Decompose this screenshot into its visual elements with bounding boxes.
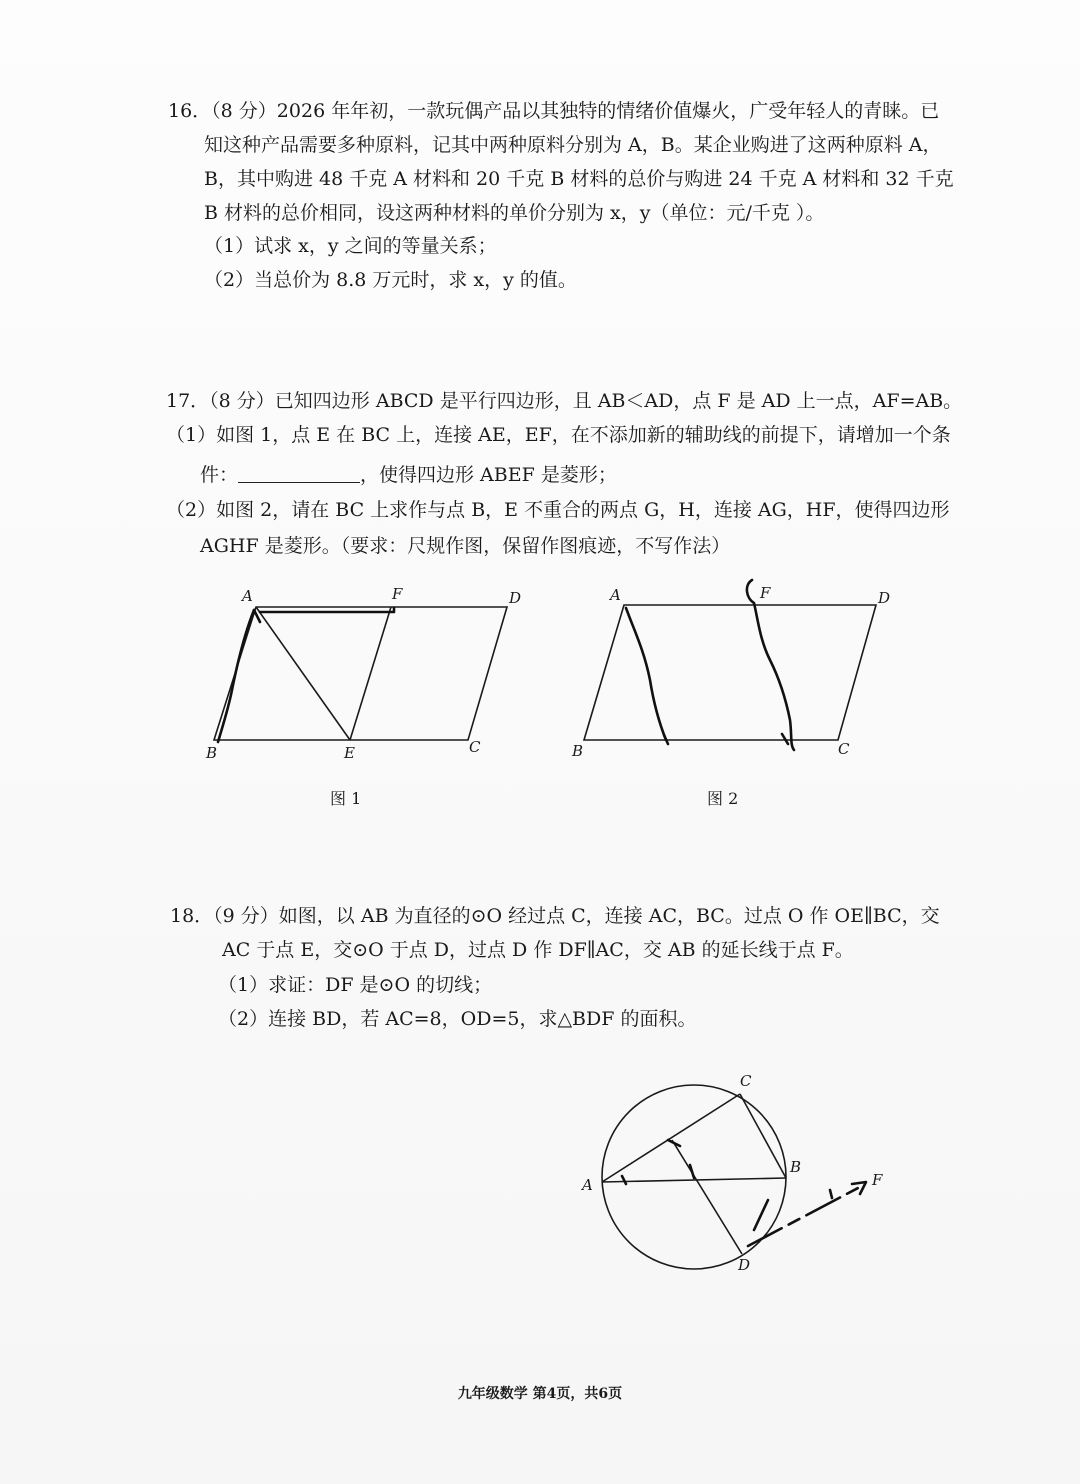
pen-tick-e: [668, 1140, 680, 1146]
label-fig1-c: C: [469, 738, 481, 756]
figure-2-caption: 图 2: [707, 789, 739, 808]
q17-part-2: （2）如图 2，请在 BC 上求作与点 B，E 不重合的两点 G，H，连接 AG，HF，使得四边形: [166, 499, 950, 521]
q18-line-2: AC 于点 E，交⊙O 于点 D，过点 D 作 DF∥AC，交 AB 的延长线于点 F。: [222, 939, 854, 961]
label-fig1-e: E: [344, 744, 355, 762]
q16-part-1: （1）试求 x，y 之间的等量关系；: [204, 235, 497, 257]
parallelogram-abcd-fig1: [214, 607, 507, 740]
segment-ae: [256, 607, 350, 740]
pen-tick-g: [664, 735, 668, 744]
q16-line-1: 16．（8 分）2026 年年初，一款玩偶产品以其独特的情绪价值爆火，广受年轻人的青睐。已: [168, 100, 940, 122]
label-fig2-d: D: [878, 589, 891, 607]
label-fig1-b: B: [206, 744, 218, 762]
label-q18-a: A: [582, 1176, 593, 1194]
pen-stroke-bd: [754, 1200, 768, 1230]
pen-stroke-df: [748, 1188, 858, 1246]
pen-tick-h: [782, 734, 788, 744]
pen-stroke-ag: [626, 608, 666, 740]
parallelogram-abcd-fig2: [584, 605, 876, 740]
label-fig2-b: B: [572, 742, 584, 760]
parallelogram-outline-fig2: [584, 605, 876, 740]
label-q18-b: B: [790, 1158, 802, 1176]
label-fig2-c: C: [838, 740, 850, 758]
pen-tick-a: [622, 1176, 626, 1184]
segment-od: [672, 1140, 742, 1254]
chord-bc: [740, 1094, 786, 1178]
q16-line-3: B，其中购进 48 千克 A 材料和 20 千克 B 材料的总价与购进 24 千克 A 材料和 32 千克: [204, 168, 954, 190]
q18-line-1: 18．（9 分）如图，以 AB 为直径的⊙O 经过点 C，连接 AC，BC。过点 O 作 OE∥BC，交: [170, 905, 940, 927]
q18-figure: [602, 1085, 866, 1269]
label-fig1-f: F: [392, 585, 403, 603]
label-fig2-a: A: [610, 586, 621, 604]
q18-part-1: （1）求证：DF 是⊙O 的切线；: [218, 974, 493, 996]
label-fig2-f: F: [760, 584, 771, 602]
q17-part-2-requirement: AGHF 是菱形。（要求：尺规作图，保留作图痕迹，不写作法）: [200, 535, 731, 557]
handwritten-marks-fig1: [218, 608, 394, 742]
q16-line-4: B 材料的总价相同，设这两种材料的单价分别为 x，y（单位：元/千克 ）。: [204, 202, 825, 224]
q18-part-2: （2）连接 BD，若 AC=8，OD=5，求△BDF 的面积。: [218, 1008, 697, 1030]
q17-part-1: （1）如图 1，点 E 在 BC 上，连接 AE，EF，在不添加新的辅助线的前提下，请增加一个条: [166, 424, 951, 446]
q17-condition-suffix: ，使得四边形 ABEF 是菱形；: [360, 464, 617, 486]
parallelogram-outline: [214, 607, 507, 740]
segment-ef: [350, 607, 391, 740]
q16-part-2: （2）当总价为 8.8 万元时，求 x，y 的值。: [204, 269, 577, 291]
q17-condition-prefix: 件：: [200, 464, 239, 486]
label-q18-f: F: [872, 1171, 883, 1189]
label-fig1-a: A: [242, 587, 253, 605]
label-q18-d: D: [738, 1256, 751, 1274]
pen-tick-f: [830, 1190, 832, 1198]
q16-line-2: 知这种产品需要多种原料，记其中两种原料分别为 A，B。某企业购进了这两种原料 A，: [204, 134, 942, 156]
q17-line-1: 17．（8 分）已知四边形 ABCD 是平行四边形，且 AB＜AD，点 F 是 AD 上一点，AF=AB。: [166, 390, 963, 412]
pen-arrow-f: [852, 1182, 866, 1194]
pen-stroke-af: [260, 608, 394, 612]
figure-1-caption: 图 1: [330, 789, 362, 808]
label-fig1-d: D: [509, 589, 522, 607]
chord-ac: [602, 1094, 740, 1182]
page-footer: 九年级数学 第4页，共6页: [457, 1386, 623, 1402]
label-q18-c: C: [740, 1072, 752, 1090]
